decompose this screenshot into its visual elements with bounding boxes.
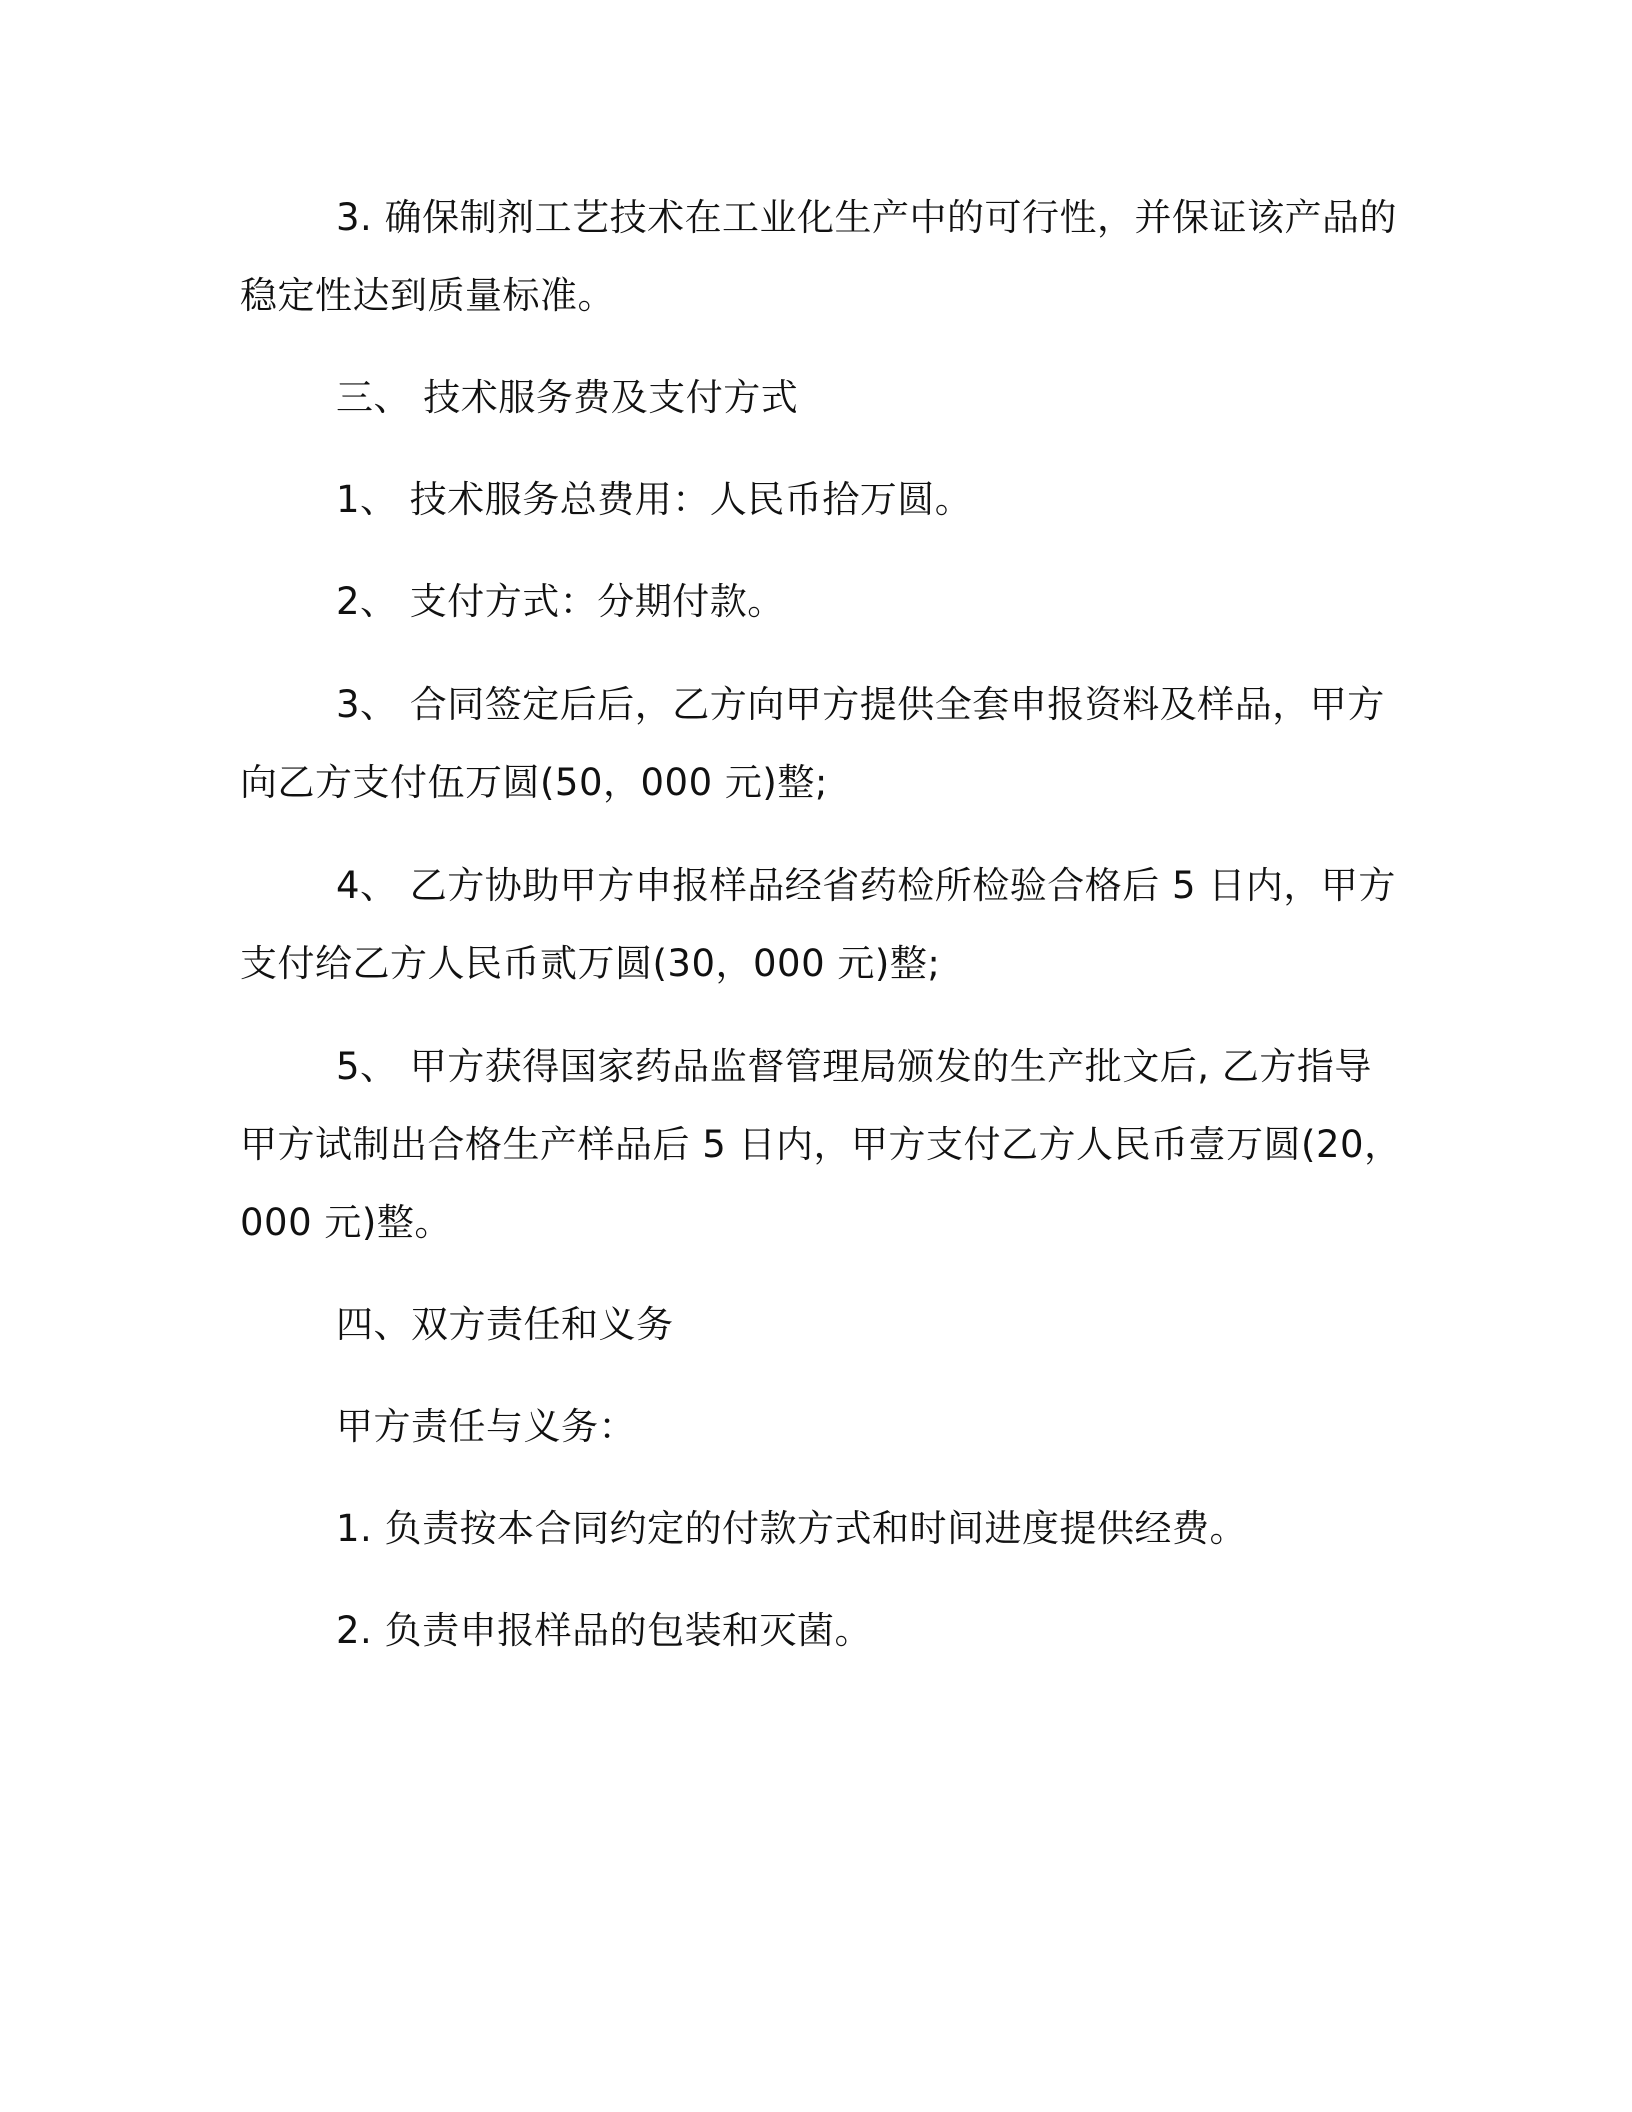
paragraph-line: 稳定性达到质量标准。 <box>240 274 615 317</box>
paragraph-line: 支付给乙方人民币贰万圆(30，000 元)整; <box>240 942 941 985</box>
paragraph-line: 向乙方支付伍万圆(50，000 元)整; <box>240 761 828 804</box>
paragraph-line: 000 元)整。 <box>240 1201 452 1244</box>
list-item: 4、 乙方协助甲方申报样品经省药检所检验合格后 5 日内，甲方 <box>336 864 1396 907</box>
paragraph-line: 甲方试制出合格生产样品后 5 日内，甲方支付乙方人民币壹万圆(20， <box>240 1123 1402 1166</box>
paragraph-line: 3. 确保制剂工艺技术在工业化生产中的可行性，并保证该产品的 <box>336 196 1398 239</box>
list-item: 2、 支付方式：分期付款。 <box>336 580 785 623</box>
section-heading: 四、双方责任和义务 <box>336 1303 674 1346</box>
list-item: 2. 负责申报样品的包装和灭菌。 <box>336 1609 873 1652</box>
subsection-heading: 甲方责任与义务： <box>336 1405 636 1448</box>
section-heading: 三、 技术服务费及支付方式 <box>336 376 799 419</box>
list-item: 1、 技术服务总费用：人民币拾万圆。 <box>336 478 973 521</box>
list-item: 5、 甲方获得国家药品监督管理局颁发的生产批文后, 乙方指导 <box>336 1045 1372 1088</box>
list-item: 1. 负责按本合同约定的付款方式和时间进度提供经费。 <box>336 1507 1248 1550</box>
list-item: 3、 合同签定后后，乙方向甲方提供全套申报资料及样品，甲方 <box>336 683 1385 726</box>
